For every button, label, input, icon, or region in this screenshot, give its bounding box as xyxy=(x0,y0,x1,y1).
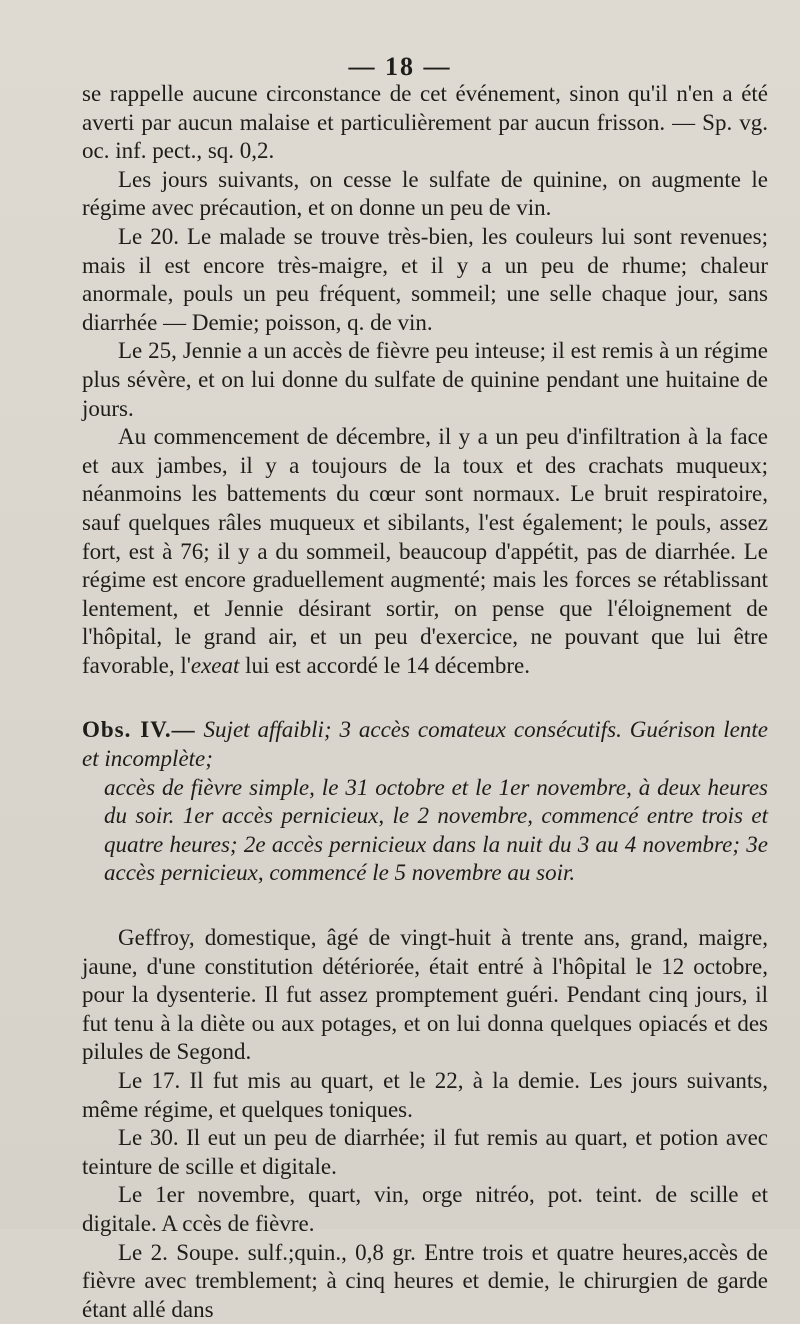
paragraph: Le 1er novembre, quart, vin, orge nitréo, pot. teint. de scille et digitale. A ccès de fièvre. xyxy=(82,1182,768,1236)
paragraph: Le 30. Il eut un peu de diarrhée; il fut remis au quart, et potion avec teinture de scille et digitale. xyxy=(82,1125,768,1179)
exeat-term: exeat xyxy=(190,652,240,678)
paragraph: Le 25, Jennie a un accès de fièvre peu inteuse; il est remis à un régime plus sévère, et on lui donne du sulfate de quinine pendant une huitaine de jours. xyxy=(82,338,768,421)
paragraph-continuation: se rappelle aucune circonstance de cet événement, sinon qu'il n'en a été averti par aucun malaise et particulièrement par aucun frisson. — Sp. vg. oc. inf. pect., sq. 0,2. xyxy=(82,81,768,164)
page-body xyxy=(82,80,768,1324)
paragraph xyxy=(82,423,768,680)
paragraph: Geffroy, domestique, âgé de vingt-huit à trente ans, grand, maigre, jaune, d'une constitution détériorée, était entré à l'hôpital le 12 octobre, pour la dysenterie. Il fut assez promptement guéri. Pendant cinq jours, il fut tenu à la diète ou aux potages, et on lui donna quelques opiacés et des pilules de Segond. xyxy=(82,925,768,1065)
paragraph-text: Au commencement de décembre, il y a un peu d'infiltration à la face et aux jambes, il y a toujours de la toux et des crachats muqueux; néanmoins les battements du cœur sont normaux. Le bruit respiratoire, sauf quelques râles muqueux et sibilants, l'est également; le pouls, assez fort, est à 76; il y a du sommeil, beaucoup d'appétit, pas de diarrhée. Le régime est encore graduellement augmenté; mais les forces se rétablissant lentement, et Jennie désirant sortir, on pense que l'éloignement de l'hôpital, le grand air, et un peu d'exercice, ne pouvant que lui être favorable, l' xyxy=(82,424,768,678)
paragraph-text: lui est accordé le 14 décembre. xyxy=(239,652,530,678)
observation-summary-continued: accès de fièvre simple, le 31 octobre et le 1er novembre, à deux heures du soir. 1er accès pernicieux, le 2 novembre, commencé entre trois et quatre heures; 2e accès pernicieux dans la nuit du 3 au 4 novembre; 3e accès pernicieux, commencé le 5 novembre au soir. xyxy=(104,774,768,886)
paragraph: Le 17. Il fut mis au quart, et le 22, à la demie. Les jours suivants, même régime, et quelques toniques. xyxy=(82,1068,768,1122)
observation-summary: Sujet affaibli; 3 accès comateux consécutifs. Guérison lente et incomplète; xyxy=(82,717,768,772)
paragraph: Le 2. Soupe. sulf.;quin., 0,8 gr. Entre trois et quatre heures,accès de fièvre avec tremblement; à cinq heures et demie, le chirurgien de garde étant allé dans xyxy=(82,1239,768,1322)
paragraph: Le 20. Le malade se trouve très-bien, les couleurs lui sont revenues; mais il est encore très-maigre, et il y a un peu de rhume; chaleur anormale, pouls un peu fréquent, sommeil; une selle chaque jour, sans diarrhée — Demie; poisson, q. de vin. xyxy=(82,223,768,335)
page-number: — 18 — xyxy=(348,52,452,81)
paragraph: Les jours suivants, on cesse le sulfate de quinine, on augmente le régime avec précaution, et on donne un peu de vin. xyxy=(82,166,768,221)
observation-header xyxy=(82,716,768,773)
observation-label: Obs. IV.— xyxy=(82,717,196,743)
